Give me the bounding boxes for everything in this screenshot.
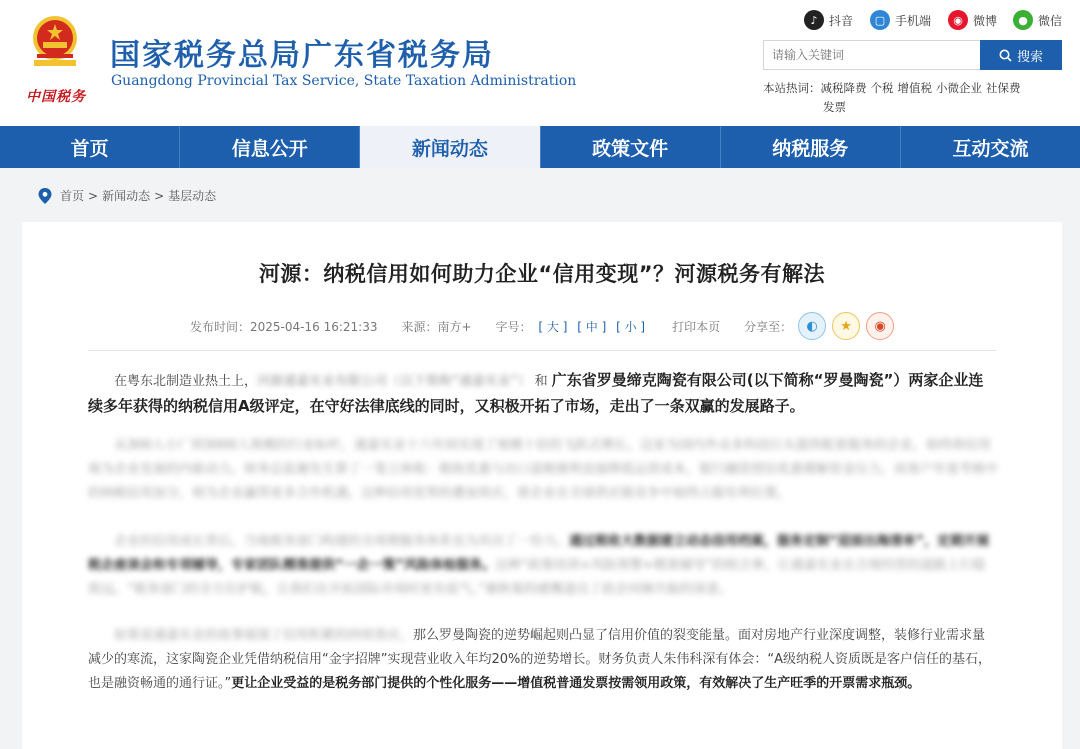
font-large-button[interactable]: [ 大 ] [538,319,568,334]
p4-text: 那么罗曼陶瓷的逆势崛起则凸显了信用价值的裂变能量。面对房地产行业深度调整，装修行业需求量减少的寒流，这家陶瓷企业凭借纳税信用“金字招牌”实现营业收入年均20%的逆势增长。财务负责人朱伟科深有体会：“A级纳税人资质既是客户信任的基石，也是融资畅通的通行证。” [88,628,991,691]
social-label: 抖音 [829,13,854,28]
social-label: 微信 [1038,13,1063,28]
site-header [0,0,1080,126]
article-card [22,222,1062,749]
main-nav [0,126,1080,168]
print-button[interactable]: 打印本页 [672,319,721,334]
font-size-label: 字号： [495,319,532,334]
font-small-label: 小 [624,319,637,334]
hot-word[interactable]: 个税 [870,81,894,95]
hot-word[interactable]: 社保费 [986,81,1021,95]
wechat-icon: ● [1013,10,1033,30]
search-button-label: 搜索 [1016,49,1043,65]
source-value: 南方+ [437,319,472,334]
qq-share-icon[interactable]: ◐ [798,312,826,340]
social-mobile[interactable] [870,10,931,30]
douyin-icon: ♪ [804,10,824,30]
share-label: 分享至： [744,319,793,334]
publish-label: 发布时间： [190,319,251,334]
font-medium-button[interactable]: [ 中 ] [577,319,607,334]
p4-strong: 更让企业受益的是税务部门提供的个性化服务——增值税普通发票按需领用政策，有效解决了生产旺季的开票需求瓶颈。 [231,676,921,691]
tax-emblem-icon [22,10,88,76]
publish-time [190,318,377,335]
p3-bold-a: 通过税收大数据建立动态信用档案，服务定制“迎面出海清单”，定期开展税企座谈会和专项辅导，专家团队精准提供“一企一策”风险体检服务。 [88,534,990,573]
font-small-button[interactable]: [ 小 ] [616,319,646,334]
hot-words [763,79,1063,117]
article-divider [88,350,996,351]
breadcrumb-separator: > [88,188,99,203]
article-paragraph-3 [88,530,998,602]
font-size-control [496,318,649,335]
nav-item-policy[interactable]: 政策文件 [541,126,721,168]
nav-item-info[interactable]: 信息公开 [180,126,360,168]
search-input[interactable] [763,40,981,70]
hot-word[interactable]: 小微企业 [936,81,982,95]
site-title[interactable]: 国家税务总局广东省税务局 [110,38,494,73]
font-medium-label: 中 [585,319,598,334]
publish-value: 2025-04-16 16:21:33 [250,319,378,334]
p1-lead: 在粤东北制造业热土上， [114,374,258,389]
weibo-icon: ◉ [948,10,968,30]
social-wechat[interactable] [1013,10,1062,30]
source-label: 来源： [401,319,438,334]
article-paragraph-1 [88,368,998,420]
article-paragraph-2: 从300人小厂到3000人规模的行业标杆，通嘉实业十六年间实现了规模十倍的飞跃式增长。这家为国内外众多科技巨头提供配套服务的企业，始终将信用视为企业发展的内驱动力。财务总监谢先生算了一笔立体账：税收优惠与出口退税便利直接降低运营成本，银行融资授信优惠缓解资金压力，而客户年度考核中的纳税信用加分，则为企业赢得更多合作机遇。这种信用优势的叠加效应，使企业在全球供应链竞争中始终占据有利位置。 [88,438,999,501]
breadcrumb-separator: > [154,188,165,203]
article-title: 河源：纳税信用如何助力企业“信用变现”？河源税务有解法 [258,262,826,286]
hot-word[interactable]: 减税降费 [820,81,867,95]
nav-item-news[interactable]: 新闻动态 [360,126,540,168]
breadcrumb-news[interactable]: 新闻动态 [102,189,151,203]
breadcrumb-home[interactable]: 首页 [60,189,85,203]
article-paragraph-4 [88,624,998,696]
social-weibo[interactable] [948,10,997,30]
nav-item-home[interactable]: 首页 [0,126,180,168]
location-pin-icon [38,188,52,204]
emblem-text: 中国税务 [26,89,86,105]
hot-word[interactable]: 发票 [823,100,846,114]
font-large-label: 大 [546,319,559,334]
hot-words-label: 本站热词： [763,81,821,95]
breadcrumb-grassroots[interactable]: 基层动态 [168,189,217,203]
qzone-share-icon[interactable]: ★ [832,312,860,340]
breadcrumb [38,187,220,204]
nav-item-service[interactable]: 纳税服务 [721,126,901,168]
search-button[interactable] [980,40,1062,70]
mobile-icon: ▢ [870,10,890,30]
p4-blurred: 如果说通嘉实业的故事展现了信用积累的持续效应， [114,628,414,643]
p1-blurred: 河源通嘉实业有限公司（以下简称“通嘉实业”） [257,374,531,389]
weibo-share-icon[interactable]: ◉ [866,312,894,340]
search-icon [999,49,1012,62]
social-label: 手机端 [895,13,932,28]
social-douyin[interactable] [804,10,853,30]
p1-strong: 广东省罗曼缔克陶瓷有限公司(以下简称“罗曼陶瓷”）两家企业连续多年获得的纳税信用A级评定，在守好法律底线的同时，又积极开拓了市场，走出了一条双赢的发展路子。 [88,371,984,415]
p3-blurred-a: 企业的信用成长背后，当地税务部门构建的全周期服务体系也为其出了一份力。 [114,534,570,549]
nav-item-interaction[interactable]: 互动交流 [952,137,1029,160]
social-label: 微博 [973,13,998,28]
site-subtitle: Guangdong Provincial Tax Service, State Taxation Administration [111,73,577,89]
p3-blurred-b: 这种“政策培训+风险预警+精准辅导”的组合拳，让通嘉实业在合规经营的道路上行稳致远。“税务部门的全方位护航，让我们在开拓国际市场时更有底气。”谢秋菊的感慨道出了政企同频共振的深意。 [88,558,986,597]
hot-word[interactable]: 增值税 [897,81,932,95]
article-meta [190,312,894,340]
p1-and: 和 [534,374,548,389]
source [401,318,471,335]
